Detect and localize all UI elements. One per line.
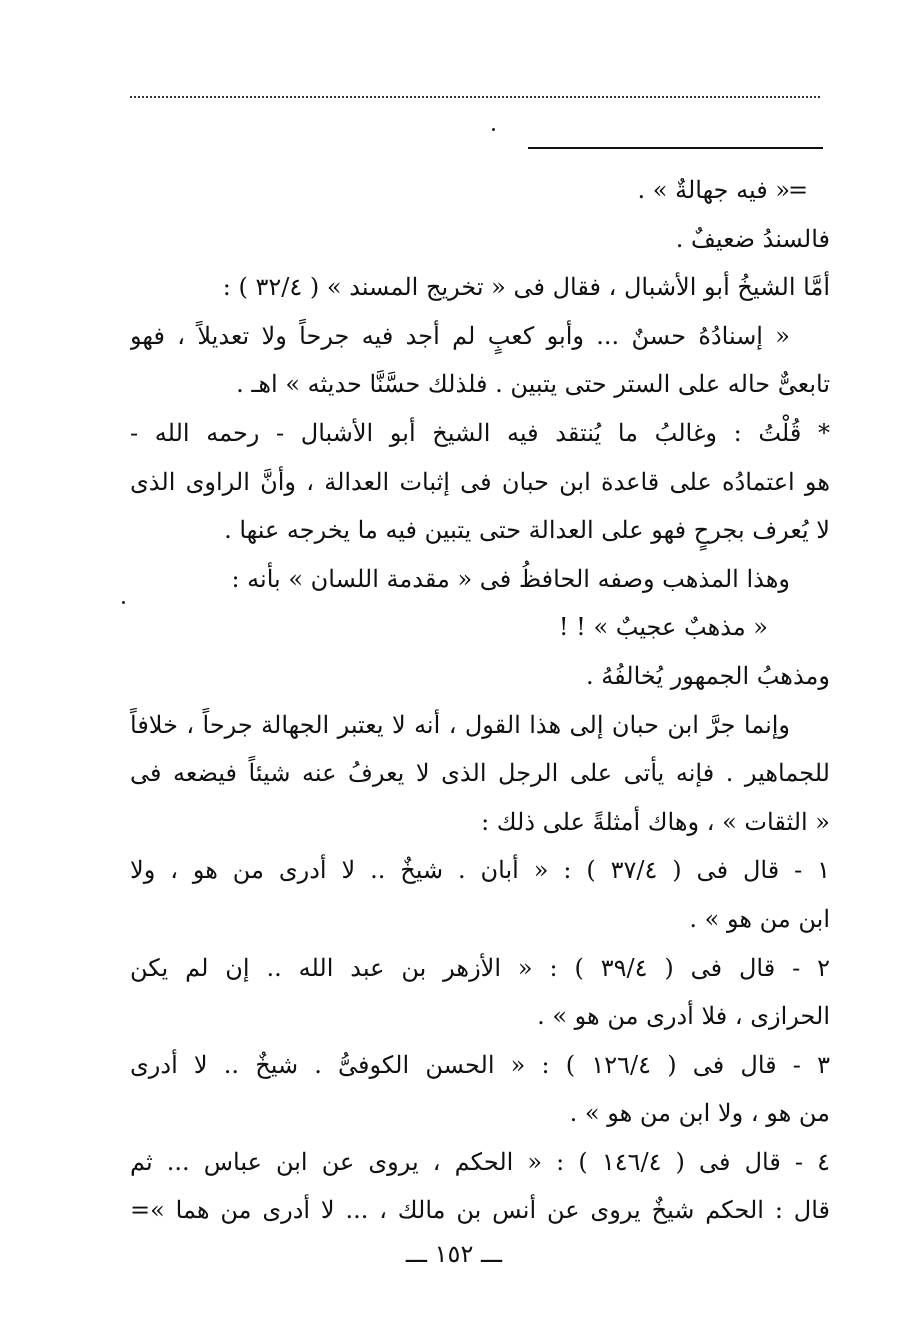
footnote-line: وهذا المذهب وصفه الحافظُ فى « مقدمة اللسان » بأنه : [231, 564, 790, 593]
footnote-line: ١ - قال فى ( ٣٧/٤ ) : « أبان . شيخٌ .. لا أدرى من هو ، ولا [130, 856, 830, 885]
footnote-line: قال : الحكم شيخٌ يروى عن أنس بن مالك ، ... لا أدرى من هما »= [130, 1196, 830, 1225]
ink-speck [122, 601, 125, 604]
footnote-line: * قُلْتُ : وغالبُ ما يُنتقد فيه الشيخ أبو الأشبال - رحمه الله - [130, 418, 830, 447]
footnote-line: أمَّا الشيخُ أبو الأشبال ، فقال فى « تخريج المسند » ( ٣٢/٤ ) : [222, 273, 830, 302]
footnote-line: ٣ - قال فى ( ١٢٦/٤ ) : « الحسن الكوفىُّ . شيخٌ .. لا أدرى [130, 1050, 830, 1079]
ink-speck [492, 128, 495, 131]
footnote-line: من هو ، ولا ابن من هو » . [569, 1099, 830, 1128]
footnote-line: « مذهبٌ عجيبٌ » ! ! [558, 613, 768, 642]
footnote-line: ابن من هو » . [689, 904, 830, 933]
footnote-separator-rule [528, 147, 823, 149]
footnote-line: تابعىٌّ حاله على الستر حتى يتبين . فلذلك حسَّنَّا حديثه » اهـ . [236, 370, 830, 399]
footnote-line: « فيه جهالةٌ » . [637, 176, 790, 204]
footnote-line: الحرازى ، فلا أدرى من هو » . [537, 1002, 830, 1031]
footnote-line: ومذهبُ الجمهور يُخالفُهُ . [586, 661, 830, 690]
footnote-line: « الثقات » ، وهاك أمثلةً على ذلك : [481, 807, 830, 836]
footnote-line: فالسندُ ضعيفٌ . [675, 224, 830, 253]
footnote-text [130, 166, 830, 1235]
footnote-line: ٢ - قال فى ( ٣٩/٤ ) : « الأزهر بن عبد الله .. إن لم يكن [130, 953, 830, 982]
footnote-line: « إسنادُهُ حسنٌ ... وأبو كعبٍ لم أجد فيه جرحاً ولا تعديلاً ، فهو [130, 321, 790, 350]
header-dotted-rule [130, 96, 820, 98]
page-number: ـــ ١٥٢ ـــ [405, 1240, 503, 1268]
footnote-line: لا يُعرف بجرحٍ فهو على العدالة حتى يتبين فيه ما يخرجه عنها . [224, 516, 830, 545]
footnote-line: وإنما جرَّ ابن حبان إلى هذا القول ، أنه لا يعتبر الجهالة جرحاً ، خلافاً [130, 710, 790, 739]
footnote-line: هو اعتمادُه على قاعدة ابن حبان فى إثبات العدالة ، وأنَّ الراوى الذى [130, 467, 830, 496]
footnote-line: ٤ - قال فى ( ١٤٦/٤ ) : « الحكم ، يروى عن ابن عباس ... ثم [130, 1147, 830, 1176]
footnote-continuation-mark: = [788, 176, 809, 204]
footnote-line: للجماهير . فإنه يأتى على الرجل الذى لا يعرفُ عنه شيئاً فيضعه فى [130, 759, 830, 788]
